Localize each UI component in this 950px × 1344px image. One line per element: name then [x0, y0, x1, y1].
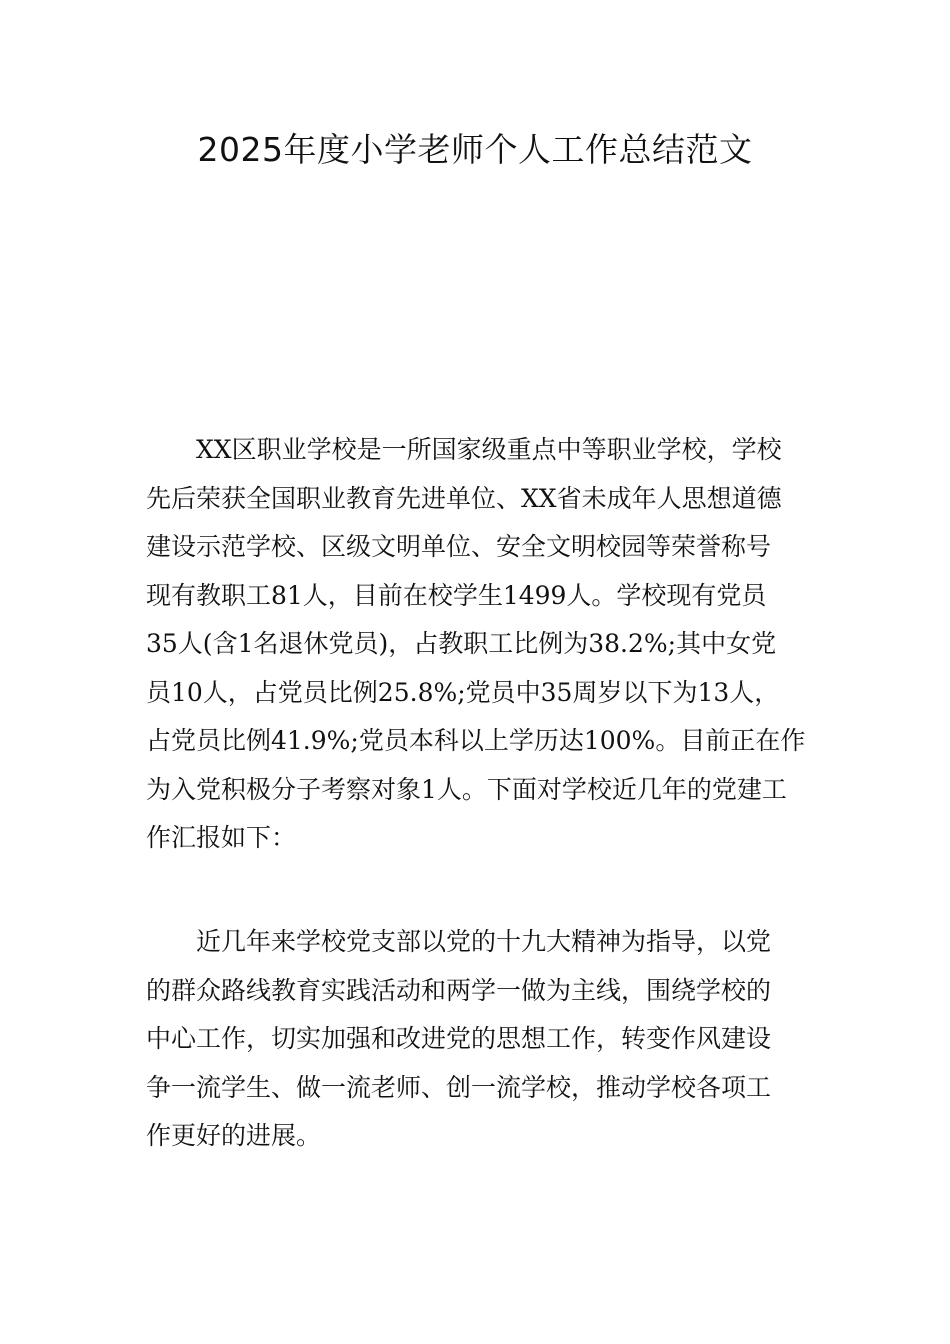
paragraph-line: 为入党积极分子考察对象1人。下面对学校近几年的党建工 — [146, 774, 787, 804]
document-title: 2025年度小学老师个人工作总结范文 — [197, 130, 753, 169]
paragraph-party-work — [146, 918, 806, 1161]
paragraph-line: 员10人，占党员比例25.8%;党员中35周岁以下为13人， — [146, 677, 780, 707]
paragraph-line: 作更好的进展。 — [146, 1121, 322, 1150]
paragraph-line: 争一流学生、做一流老师、创一流学校，推动学校各项工 — [146, 1072, 772, 1102]
paragraph-line: 近几年来学校党支部以党的十九大精神为指导，以党 — [196, 927, 772, 956]
paragraph-line: 35人(含1名退休党员)，占教职工比例为38.2%;其中女党 — [146, 629, 777, 658]
paragraph-line: 建设示范学校、区级文明单位、安全文明校园等荣誉称号 — [146, 532, 772, 561]
paragraph-line: 先后荣获全国职业教育先进单位、XX省未成年人思想道德 — [146, 483, 782, 513]
paragraph-line: 中心工作，切实加强和改进党的思想工作，转变作风建设 — [146, 1024, 772, 1053]
paragraph-line: XX区职业学校是一所国家级重点中等职业学校，学校 — [196, 435, 782, 464]
paragraph-line: 占党员比例41.9%;党员本科以上学历达100%。目前正在作 — [146, 726, 806, 755]
paragraph-line: 现有教职工81人，目前在校学生1499人。学校现有党员 — [146, 580, 767, 610]
paragraph-line: 的群众路线教育实践活动和两学一做为主线，围绕学校的 — [146, 975, 772, 1005]
paragraph-intro — [146, 426, 806, 863]
paragraph-line: 作汇报如下： — [146, 823, 297, 852]
